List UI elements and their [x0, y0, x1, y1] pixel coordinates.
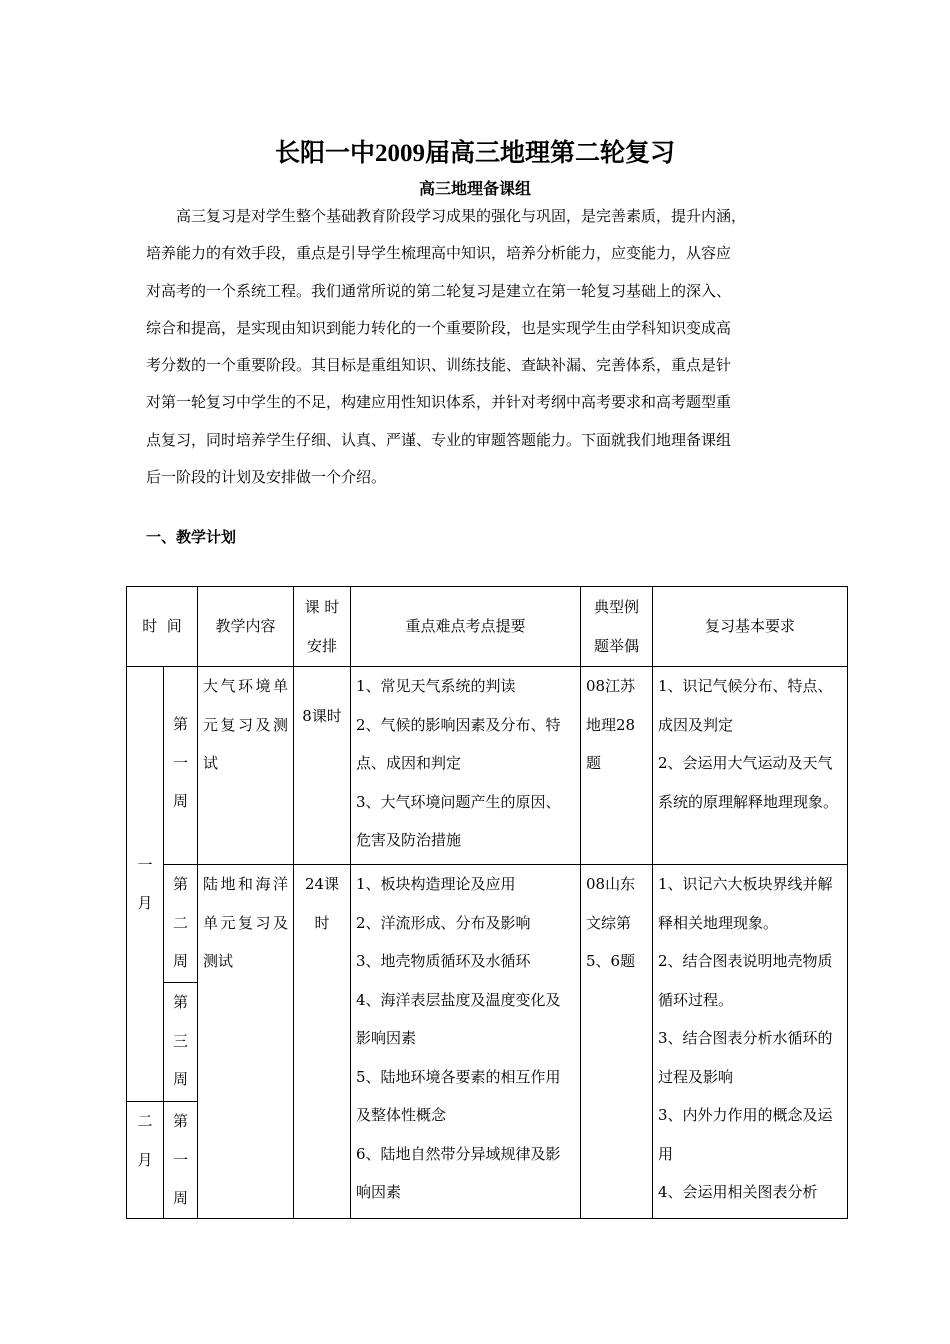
- point-item: 2、气候的影响因素及分布、特点、成因和判定: [356, 715, 561, 772]
- row1-require: [653, 667, 848, 865]
- table-row: [127, 865, 848, 983]
- week-char: 三: [173, 1031, 189, 1050]
- header-time: 时 间: [127, 587, 198, 667]
- row2-points: [351, 865, 581, 1219]
- point-item: 5、陆地环境各要素的相互作用及整体性概念: [356, 1067, 561, 1124]
- week-char: 周: [173, 1189, 189, 1207]
- week-label: [164, 865, 198, 983]
- point-item: 1、板块构造理论及应用: [356, 875, 516, 893]
- require-item: 3、内外力作用的概念及运用: [658, 1106, 833, 1163]
- row1-hours: 8课时: [294, 667, 351, 865]
- require-item: 3、结合图表分析水循环的过程及影响: [658, 1029, 833, 1086]
- intro-paragraph: [146, 198, 822, 496]
- week-char: 第: [173, 875, 189, 893]
- month-char: 二: [137, 1112, 153, 1130]
- week-char: 一: [173, 1150, 189, 1169]
- document-subtitle: 高三地理备课组: [418, 179, 531, 198]
- point-item: 4、海洋表层盐度及温度变化及影响因素: [356, 990, 561, 1047]
- row2-require: [653, 865, 848, 1219]
- month-january: [127, 667, 164, 1102]
- teaching-plan-table: [126, 586, 848, 1219]
- intro-line: 考分数的一个重要阶段。其目标是重组知识、训练技能、查缺补漏、完善体系，重点是针: [146, 356, 732, 375]
- week-char: 周: [173, 1070, 189, 1088]
- month-char: 一: [137, 855, 153, 874]
- point-item: 3、大气环境问题产生的原因、危害及防治措施: [356, 792, 561, 849]
- week-char: 周: [173, 952, 189, 970]
- intro-line: 综合和提高，是实现由知识到能力转化的一个重要阶段，也是实现学生由学科知识变成高: [146, 318, 732, 337]
- header-require: 复习基本要求: [653, 587, 848, 667]
- intro-line: 后一阶段的计划及安排做一个介绍。: [146, 468, 387, 487]
- row1-content: 大气环境单元复习及测试: [198, 667, 294, 865]
- week-char: 一: [173, 753, 189, 772]
- require-item: 1、识记六大板块界线并解释相关地理现象。: [658, 875, 833, 932]
- section-heading-teaching-plan: 一、教学计划: [146, 528, 237, 546]
- point-item: 2、洋流形成、分布及影响: [356, 913, 531, 932]
- require-item: 4、会运用相关图表分析: [658, 1183, 818, 1201]
- row2-hours: 24课时: [294, 865, 351, 1219]
- row1-example: 08江苏地理28题: [581, 667, 653, 865]
- header-content: 教学内容: [198, 587, 294, 667]
- month-char: 月: [137, 1150, 153, 1169]
- month-february: [127, 1102, 164, 1219]
- intro-line: 对高考的一个系统工程。我们通常所说的第二轮复习是建立在第一轮复习基础上的深入、: [146, 281, 732, 300]
- header-example-line: 典型例: [594, 598, 640, 616]
- header-example: [581, 587, 653, 667]
- row2-content: 陆地和海洋单元复习及测试: [198, 865, 294, 1219]
- row1-points: [351, 667, 581, 865]
- intro-line: 高三复习是对学生整个基础教育阶段学习成果的强化与巩固，是完善素质，提升内涵，: [146, 207, 747, 225]
- week-char: 第: [173, 1112, 189, 1130]
- table-row: [127, 667, 848, 865]
- require-item: 1、识记气候分布、特点、成因及判定: [658, 677, 833, 734]
- week-char: 第: [173, 715, 189, 733]
- row2-example: 08山东文综第5、6题: [581, 865, 653, 1219]
- week-label: [164, 983, 198, 1102]
- require-item: 2、会运用大气运动及天气系统的原理解释地理现象。: [658, 754, 839, 811]
- header-example-line: 题举偶: [594, 636, 640, 655]
- point-item: 6、陆地自然带分异域规律及影响因素: [356, 1144, 561, 1201]
- header-hours-line: 课 时: [304, 598, 340, 616]
- week-char: 二: [173, 913, 189, 932]
- header-hours-line: 安排: [307, 636, 338, 655]
- header-hours: [294, 587, 351, 667]
- require-item: 2、结合图表说明地壳物质循环过程。: [658, 952, 833, 1009]
- week-char: 第: [173, 993, 189, 1011]
- intro-line: 对第一轮复习中学生的不足，构建应用性知识体系，并针对考纲中高考要求和高考题型重: [146, 393, 732, 412]
- week-label: [164, 667, 198, 865]
- point-item: 1、常见天气系统的判读: [356, 677, 516, 695]
- week-label: [164, 1102, 198, 1219]
- intro-line: 点复习，同时培养学生仔细、认真、严谨、专业的审题答题能力。下面就我们地理备课组: [146, 430, 732, 449]
- table-header-row: [127, 587, 848, 667]
- header-points: 重点难点考点提要: [351, 587, 581, 667]
- document-title: 长阳一中2009届高三地理第二轮复习: [274, 140, 675, 167]
- intro-line: 培养能力的有效手段，重点是引导学生梳理高中知识，培养分析能力，应变能力，从容应: [146, 244, 732, 263]
- point-item: 3、地壳物质循环及水循环: [356, 952, 531, 970]
- month-char: 月: [137, 894, 153, 912]
- week-char: 周: [173, 792, 189, 810]
